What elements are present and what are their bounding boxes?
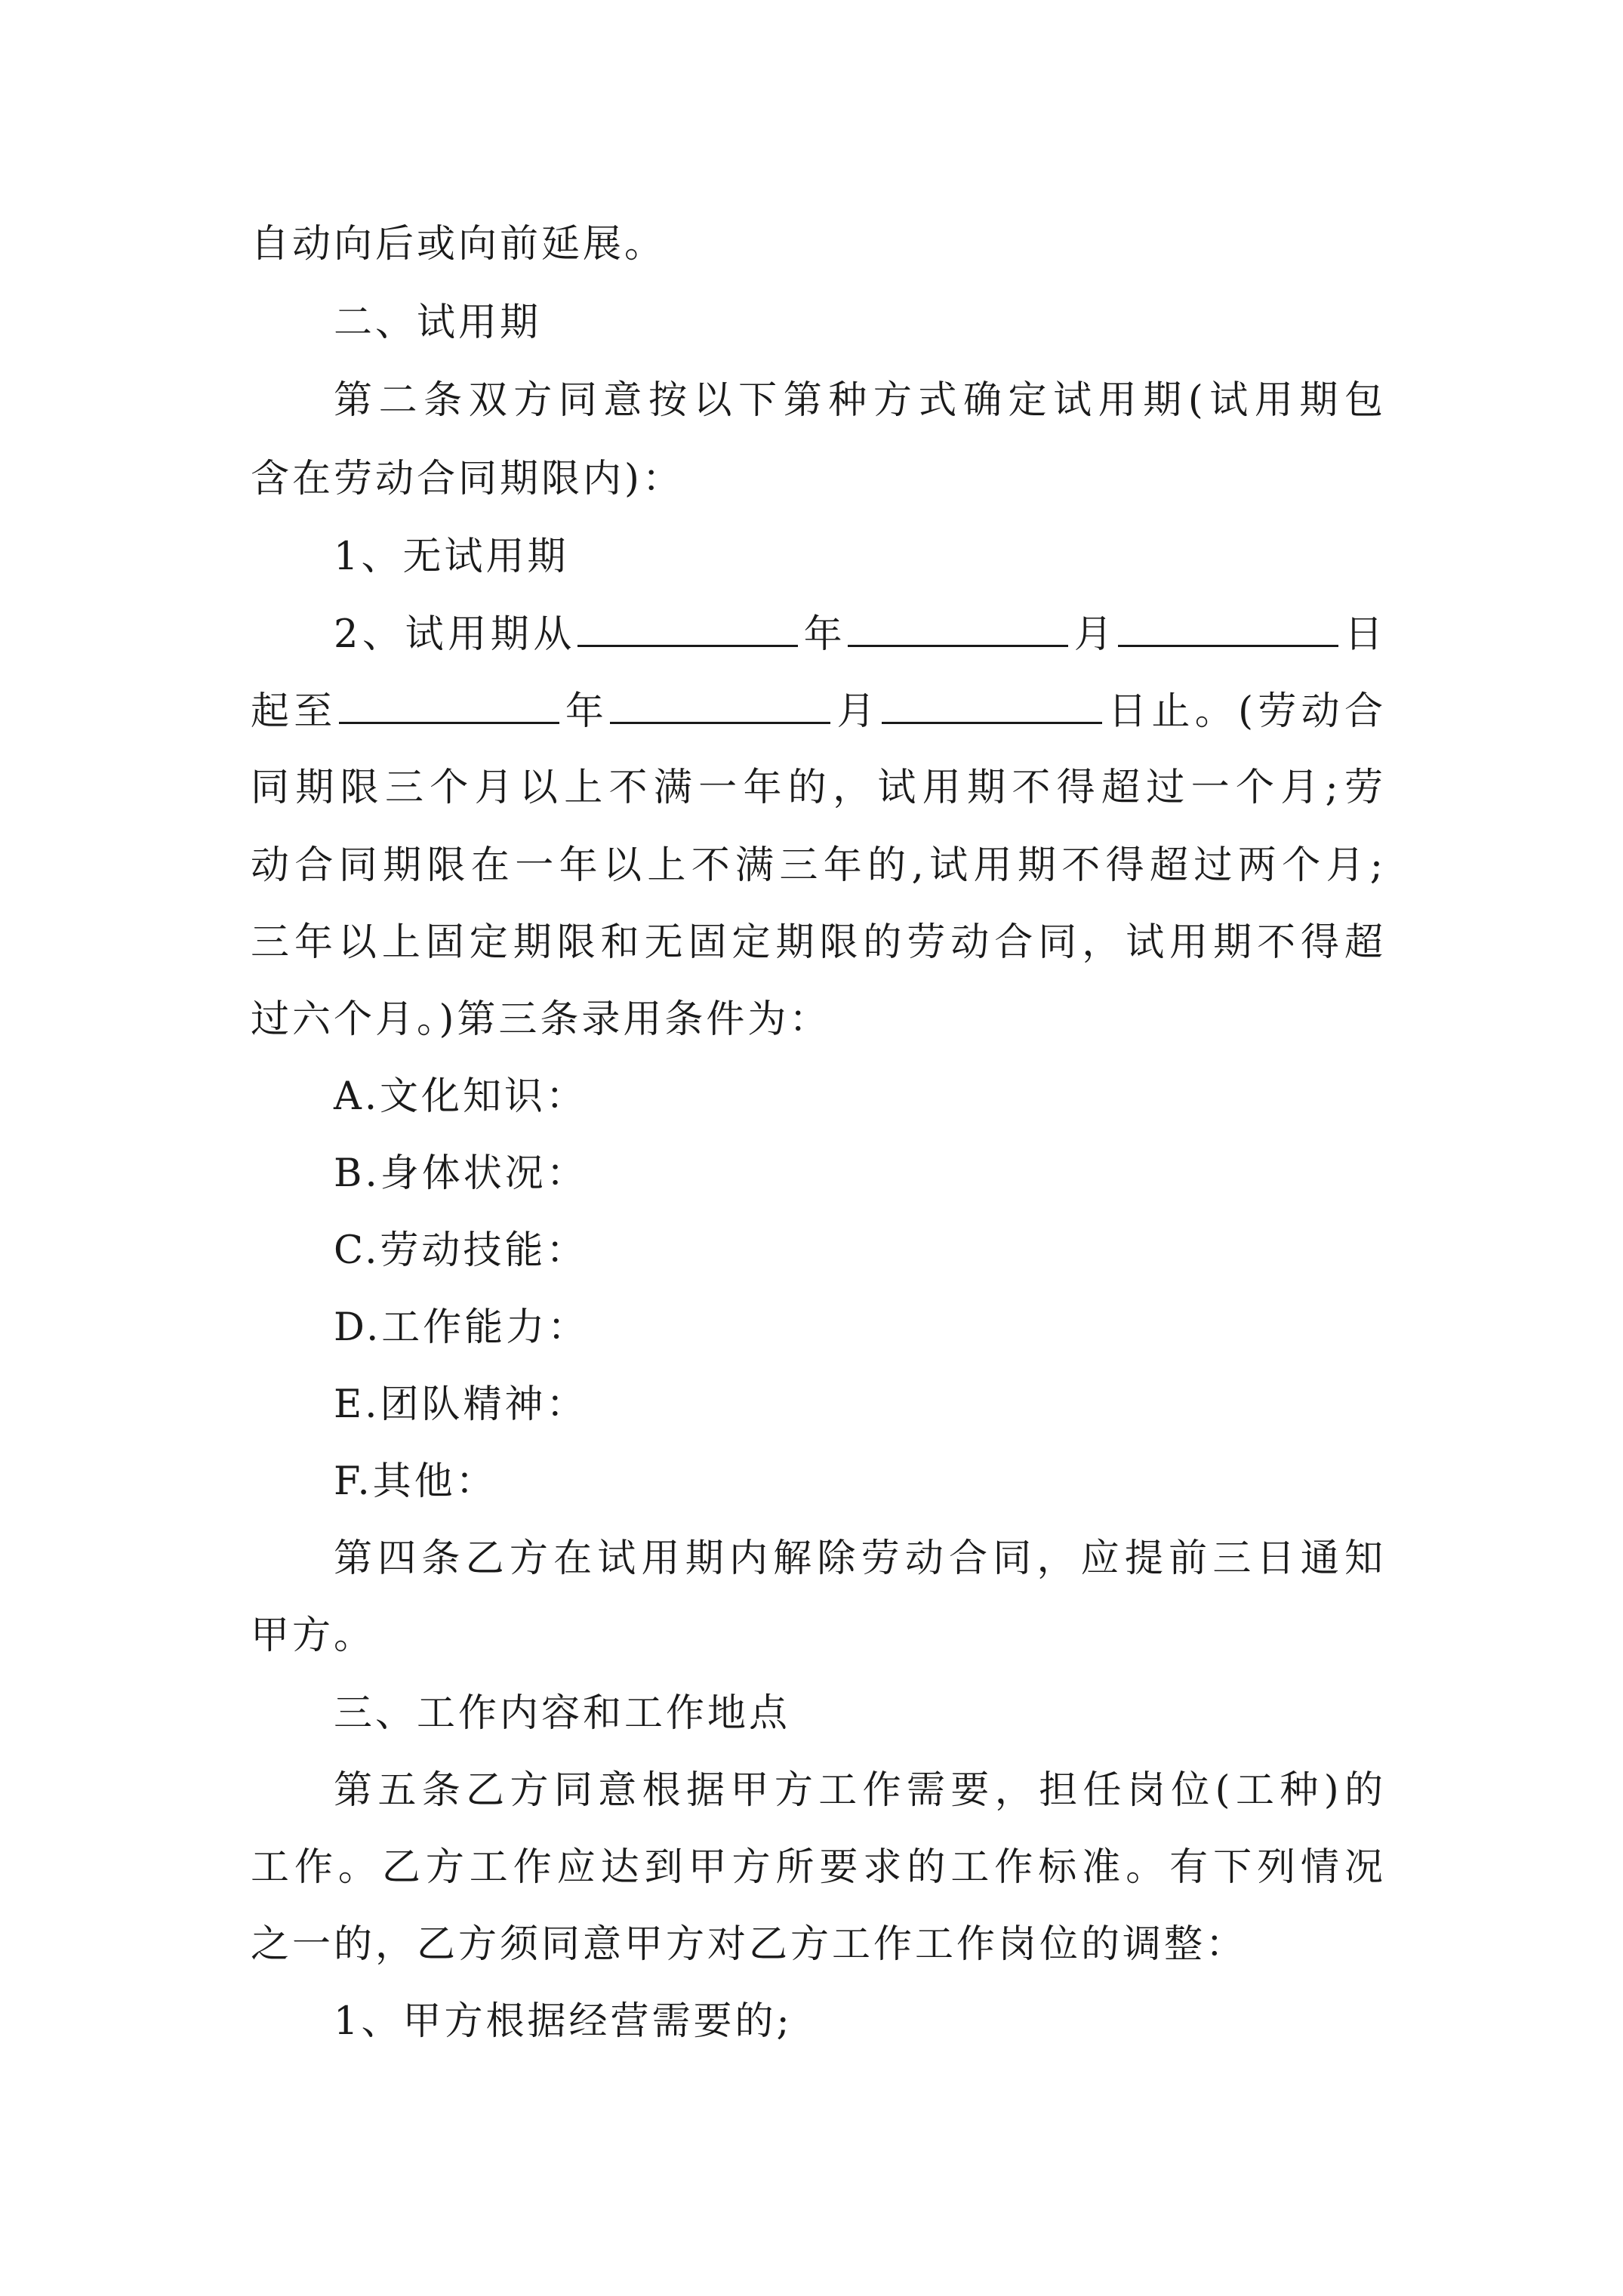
fill-in-blank[interactable] bbox=[882, 689, 1102, 724]
list-item: B.身体状况： bbox=[334, 1151, 588, 1196]
paragraph-line: 第四条乙方在试用期内解除劳动合同，应提前三日通知 bbox=[334, 1536, 1383, 1581]
paragraph-line: 第二条双方同意按以下第种方式确定试用期(试用期包 bbox=[334, 378, 1383, 423]
list-item: 1、无试用期 bbox=[334, 535, 569, 579]
list-item: C.劳动技能： bbox=[334, 1228, 588, 1273]
paragraph-line: 含在劳动合同期限内)： bbox=[251, 457, 684, 501]
paragraph-text: 起至 bbox=[251, 689, 337, 734]
fill-in-blank[interactable] bbox=[1118, 612, 1338, 647]
paragraph-line: 之一的，乙方须同意甲方对乙方工作工作岗位的调整： bbox=[251, 1922, 1248, 1967]
paragraph-text: 2、试用期从 bbox=[334, 612, 576, 657]
section-heading-work: 三、工作内容和工作地点 bbox=[334, 1691, 791, 1736]
paragraph-line: 过六个月。)第三条录用条件为： bbox=[251, 997, 831, 1042]
day-label: 日 bbox=[1340, 612, 1383, 657]
year-label: 年 bbox=[560, 689, 609, 734]
fill-in-blank[interactable] bbox=[610, 689, 830, 724]
paragraph-line: 自动向后或向前延展。 bbox=[251, 222, 667, 267]
paragraph-line: 工作。乙方工作应达到甲方所要求的工作标准。有下列情况 bbox=[251, 1845, 1383, 1890]
list-item: E.团队精神： bbox=[334, 1382, 588, 1427]
paragraph-line: 三年以上固定期限和无固定期限的劳动合同，试用期不得超 bbox=[251, 920, 1383, 965]
section-heading-probation: 二、试用期 bbox=[334, 300, 542, 345]
paragraph-line: 动合同期限在一年以上不满三年的,试用期不得超过两个月; bbox=[251, 843, 1383, 888]
paragraph-text: 日止。(劳动合 bbox=[1103, 689, 1383, 734]
paragraph-line: 第五条乙方同意根据甲方工作需要，担任岗位(工种)的 bbox=[334, 1768, 1383, 1813]
year-label: 年 bbox=[799, 612, 847, 657]
list-item: F.其他： bbox=[334, 1459, 497, 1504]
list-item: 1、甲方根据经营需要的; bbox=[334, 1999, 793, 2044]
date-fill-line bbox=[251, 689, 1383, 735]
list-item: D.工作能力： bbox=[334, 1305, 590, 1350]
paragraph-line: 甲方。 bbox=[251, 1613, 376, 1658]
fill-in-blank[interactable] bbox=[577, 612, 798, 647]
fill-in-blank[interactable] bbox=[339, 689, 559, 724]
date-fill-line bbox=[334, 612, 1383, 658]
fill-in-blank[interactable] bbox=[848, 612, 1068, 647]
list-item: A.文化知识： bbox=[334, 1074, 588, 1119]
month-label: 月 bbox=[832, 689, 880, 734]
paragraph-line: 同期限三个月以上不满一年的，试用期不得超过一个月;劳 bbox=[251, 766, 1383, 810]
month-label: 月 bbox=[1070, 612, 1117, 657]
